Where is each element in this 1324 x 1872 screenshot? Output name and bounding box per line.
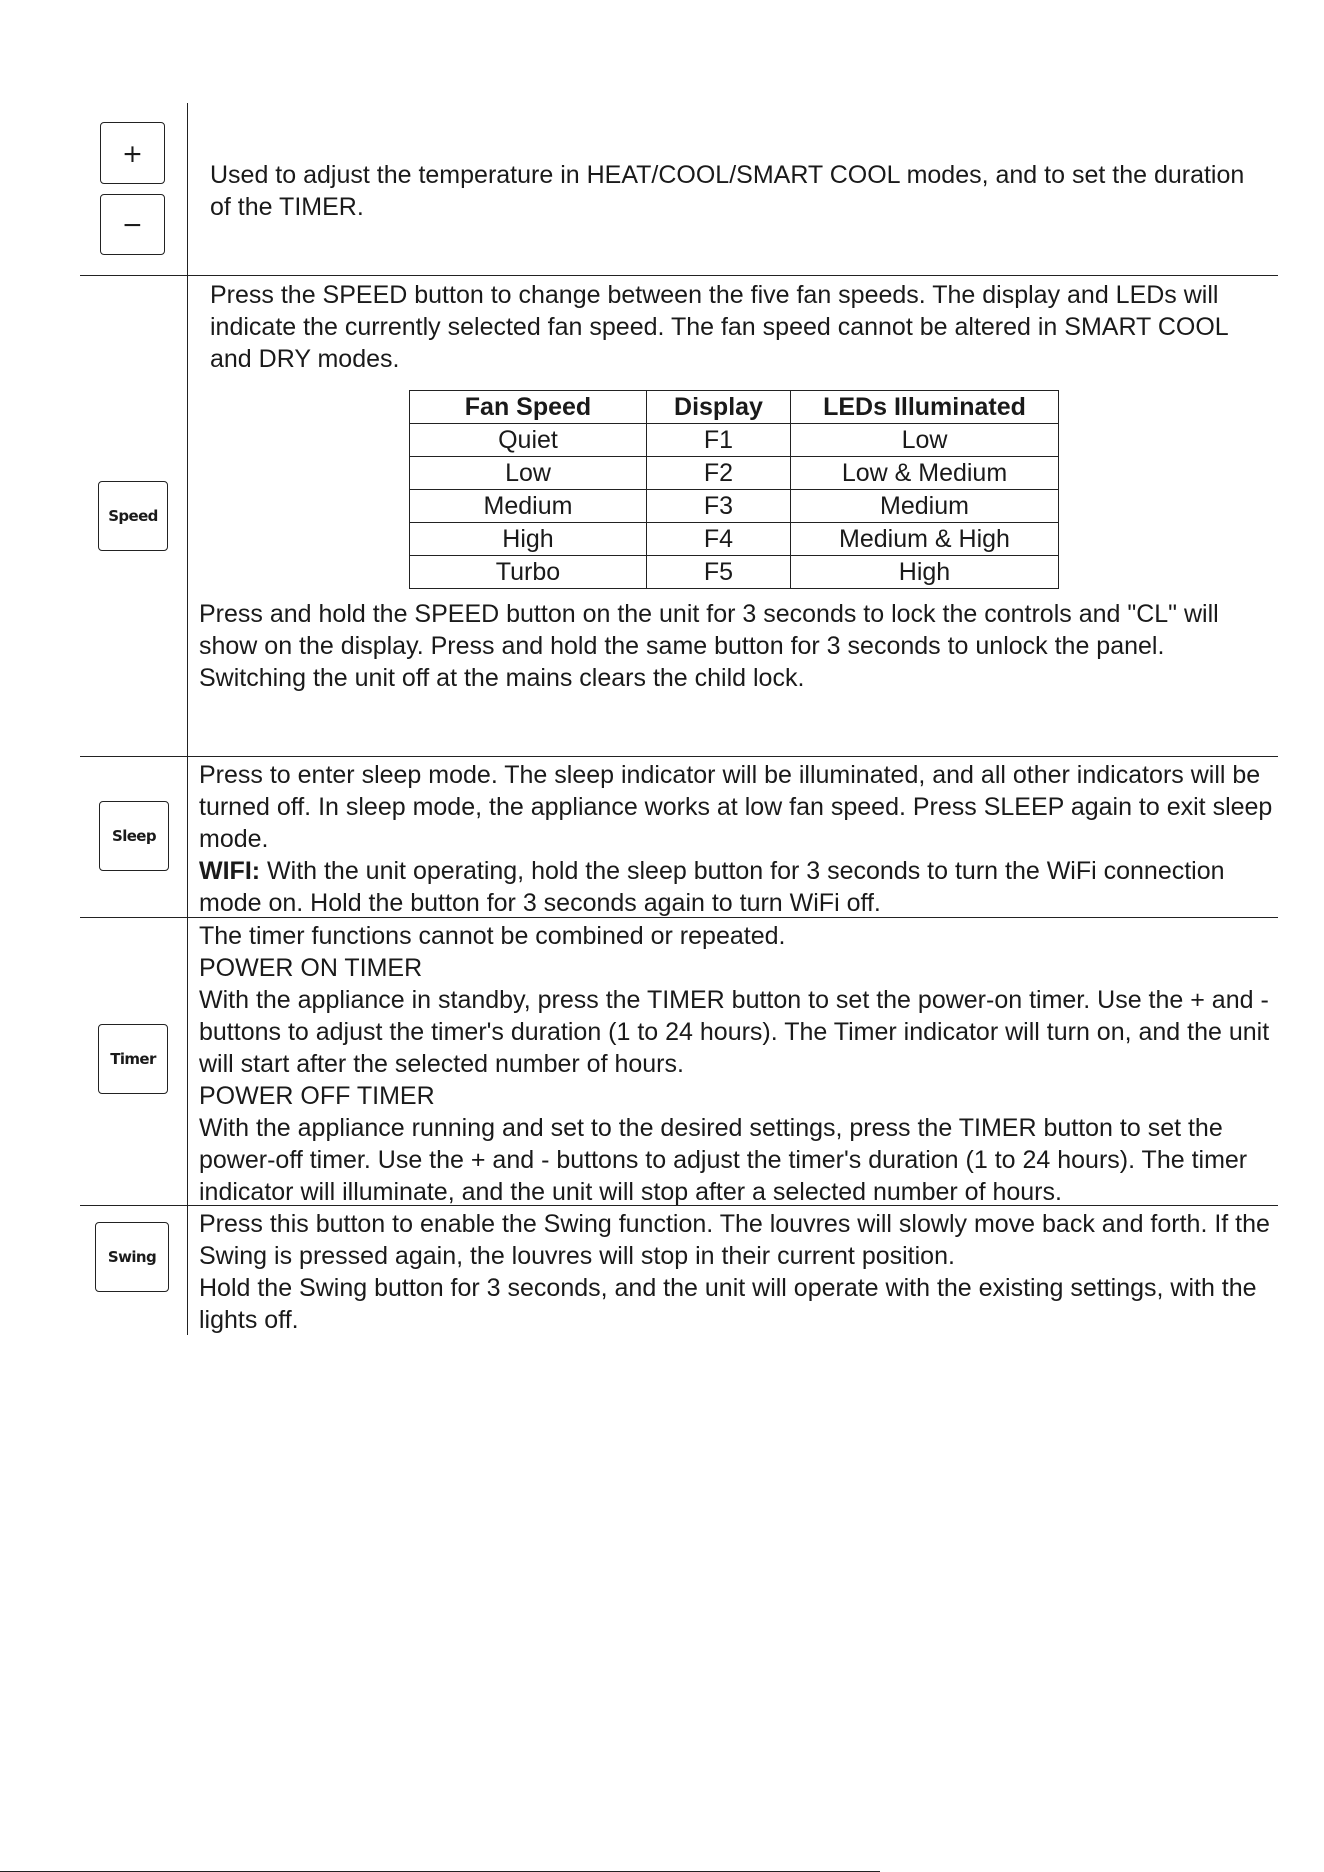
table-header-row <box>410 391 1059 424</box>
wifi-label: WIFI: <box>199 857 261 885</box>
table-row <box>410 490 1059 523</box>
swing-button-icon: Swing <box>95 1222 169 1292</box>
power-on-timer-heading: POWER ON TIMER <box>199 954 423 982</box>
sleep-button-icon: Sleep <box>99 801 169 871</box>
plus-button-icon: + <box>100 122 165 184</box>
column-divider <box>187 103 188 1335</box>
table-cell: F3 <box>647 490 791 523</box>
timer-button-icon: Timer <box>98 1024 168 1094</box>
row-divider <box>80 275 1278 276</box>
table-cell: Low <box>791 424 1059 457</box>
speed-button-icon: Speed <box>98 481 168 551</box>
table-row <box>410 424 1059 457</box>
table-cell: Medium <box>791 490 1059 523</box>
table-header: Display <box>647 391 791 424</box>
table-row <box>410 457 1059 490</box>
swing-text: Press this button to enable the Swing function. The louvres will slowly move back and forth. If the Swing is pressed again, the louvres will stop in their current position. <box>199 1210 1270 1270</box>
power-off-timer-text: With the appliance running and set to the desired settings, press the TIMER button to set the power-off timer. Use the + and - buttons to adjust the timer's duration (1 to 24 hours). The timer indicator will illuminate, and the unit will stop after a selected number of hours. <box>199 1114 1248 1206</box>
table-cell: F5 <box>647 556 791 589</box>
table-cell: F1 <box>647 424 791 457</box>
power-off-timer-heading: POWER OFF TIMER <box>199 1082 435 1110</box>
table-cell: High <box>791 556 1059 589</box>
table-header: LEDs Illuminated <box>791 391 1059 424</box>
sleep-description <box>199 759 1274 919</box>
table-cell: Turbo <box>410 556 647 589</box>
temperature-adjust-description: Used to adjust the temperature in HEAT/COOL/SMART COOL modes, and to set the duration of the TIMER. <box>210 161 1245 221</box>
power-on-timer-text: With the appliance in standby, press the TIMER button to set the power-on timer. Use the + and - buttons to adjust the timer's duration (1 to 24 hours). The Timer indicator will turn on, and the unit will start after the selected number of hours. <box>199 986 1270 1078</box>
child-lock-description <box>199 598 1274 694</box>
wifi-text: With the unit operating, hold the sleep button for 3 seconds to turn the WiFi connection mode on. Hold the button for 3 seconds again to turn WiFi off. <box>199 857 1225 917</box>
mains-clear-text: Switching the unit off at the mains clears the child lock. <box>199 664 805 692</box>
table-cell: Low <box>410 457 647 490</box>
table-header: Fan Speed <box>410 391 647 424</box>
swing-hold-text: Hold the Swing button for 3 seconds, and the unit will operate with the existing settings, with the lights off. <box>199 1274 1257 1334</box>
table-cell: Quiet <box>410 424 647 457</box>
timer-intro: The timer functions cannot be combined or repeated. <box>199 922 786 950</box>
fan-speed-table <box>409 390 1059 589</box>
speed-description: Press the SPEED button to change between the five fan speeds. The display and LEDs will indicate the currently selected fan speed. The fan speed cannot be altered in SMART COOL and DRY modes. <box>210 281 1228 373</box>
swing-description <box>199 1208 1274 1336</box>
child-lock-text: Press and hold the SPEED button on the unit for 3 seconds to lock the controls and "CL" will show on the display. Press and hold the same button for 3 seconds to unlock the panel. <box>199 600 1219 660</box>
sleep-text: Press to enter sleep mode. The sleep indicator will be illuminated, and all other indicators will be turned off. In sleep mode, the appliance works at low fan speed. Press SLEEP again to exit sleep mode. <box>199 761 1273 853</box>
table-cell: Medium <box>410 490 647 523</box>
table-cell: F2 <box>647 457 791 490</box>
timer-description <box>199 920 1274 1208</box>
table-cell: High <box>410 523 647 556</box>
table-cell: F4 <box>647 523 791 556</box>
row-divider <box>80 756 1278 757</box>
table-row <box>410 523 1059 556</box>
minus-button-icon: − <box>100 194 165 255</box>
table-cell: Medium & High <box>791 523 1059 556</box>
table-row <box>410 556 1059 589</box>
table-cell: Low & Medium <box>791 457 1059 490</box>
